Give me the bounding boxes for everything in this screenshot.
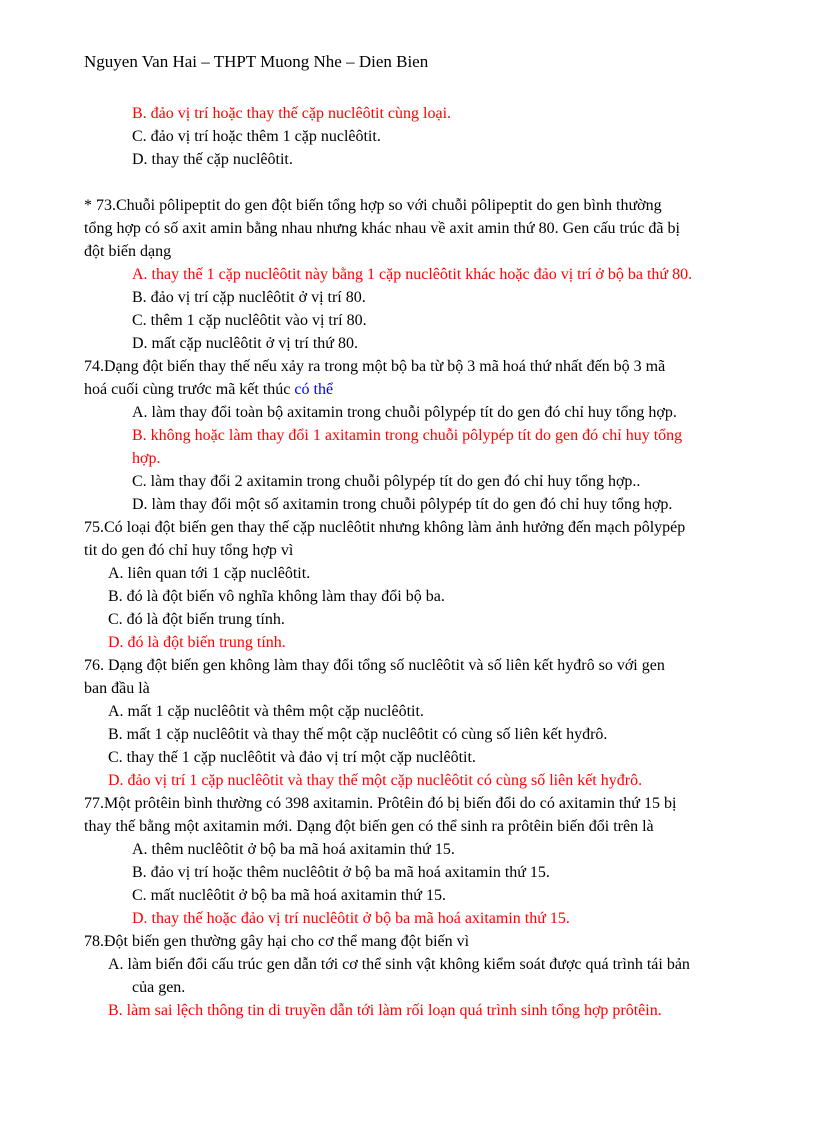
line-text: C. thêm 1 cặp nuclêôtit vào vị trí 80. <box>132 312 367 329</box>
text-line <box>132 333 358 355</box>
answer-line <box>108 632 286 654</box>
text-line <box>108 954 690 976</box>
line-text: B. không hoặc làm thay đổi 1 axitamin trong chuỗi pôlypép tít do gen đó chỉ huy tổng <box>132 427 683 444</box>
line-text: hợp. <box>132 450 161 467</box>
line-text: tit do gen đó chỉ huy tổng hợp vì <box>84 542 294 559</box>
line-text: D. làm thay đổi một số axitamin trong chuỗi pôlypép tít do gen đó chỉ huy tổng hợp. <box>132 496 673 513</box>
answer-line <box>132 448 160 470</box>
line-text: C. làm thay đổi 2 axitamin trong chuỗi pôlypép tít do gen đó chỉ huy tổng hợp.. <box>132 473 641 490</box>
text-line <box>84 195 662 217</box>
answer-line <box>108 770 642 792</box>
answer-line <box>108 1000 662 1022</box>
line-text: B. làm sai lệch thông tin di truyền dẫn tới làm rối loạn quá trình sinh tổng hợp prôtêin. <box>108 1002 662 1019</box>
text-line <box>84 678 150 700</box>
line-text: ban đầu là <box>84 680 150 697</box>
line-text: A. làm biến đổi cấu trúc gen dẫn tới cơ thể sinh vật không kiểm soát được quá trình tái bản <box>108 956 690 973</box>
highlight-text: có thể <box>294 381 334 398</box>
text-line <box>84 793 676 815</box>
line-text: C. đảo vị trí hoặc thêm 1 cặp nuclêôtit. <box>132 128 381 145</box>
text-line <box>132 402 677 424</box>
line-text: B. đảo vị trí cặp nuclêôtit ở vị trí 80. <box>132 289 366 306</box>
line-text: 77.Một prôtêin bình thường có 398 axitamin. Prôtêin đó bị biến đổi do có axitamin thứ 15 bị <box>84 795 677 812</box>
line-text: tổng hợp có số axit amin bằng nhau nhưng khác nhau về axit amin thứ 80. Gen cấu trúc đã bị <box>84 220 680 237</box>
line-text: B. đảo vị trí hoặc thay thế cặp nuclêôtit cùng loại. <box>132 105 452 122</box>
line-text: D. mất cặp nuclêôtit ở vị trí thứ 80. <box>132 335 358 352</box>
text-line <box>108 586 445 608</box>
text-line <box>84 931 469 953</box>
line-text: A. liên quan tới 1 cặp nuclêôtit. <box>108 565 311 582</box>
line-text: đột biến dạng <box>84 243 172 260</box>
text-line <box>84 241 171 263</box>
text-line <box>108 701 424 723</box>
page-header: Nguyen Van Hai – THPT Muong Nhe – Dien Bien <box>84 52 429 71</box>
text-line <box>132 977 185 999</box>
text-line <box>108 747 476 769</box>
line-text: 74.Dạng đột biến thay thế nếu xảy ra trong một bộ ba từ bộ 3 mã hoá thứ nhất đến bộ 3 mã <box>84 358 666 375</box>
line-text: D. đó là đột biến trung tính. <box>108 634 286 651</box>
line-text: C. thay thế 1 cặp nuclêôtit và đảo vị trí một cặp nuclêôtit. <box>108 749 476 766</box>
line-text: của gen. <box>132 979 186 996</box>
line-text: A. thay thế 1 cặp nuclêôtit này bằng 1 cặp nuclêôtit khác hoặc đảo vị trí ở bộ ba thứ 80. <box>132 266 693 283</box>
text-line <box>84 356 665 378</box>
text-line <box>108 724 607 746</box>
line-text: hoá cuối cùng trước mã kết thúc <box>84 381 295 398</box>
line-text: B. mất 1 cặp nuclêôtit và thay thế một cặp nuclêôtit có cùng số liên kết hyđrô. <box>108 726 608 743</box>
answer-line <box>132 264 692 286</box>
line-text: B. đó là đột biến vô nghĩa không làm thay đổi bộ ba. <box>108 588 445 605</box>
text-line <box>132 494 672 516</box>
line-text: B. đảo vị trí hoặc thêm nuclêôtit ở bộ ba mã hoá axitamin thứ 15. <box>132 864 550 881</box>
line-text: 75.Có loại đột biến gen thay thế cặp nuclêôtit nhưng không làm ảnh hưởng đến mạch pôlypép <box>84 519 686 536</box>
line-text: C. đó là đột biến trung tính. <box>108 611 285 628</box>
text-line <box>84 540 293 562</box>
line-text: C. mất nuclêôtit ở bộ ba mã hoá axitamin thứ 15. <box>132 887 446 904</box>
line-text: A. mất 1 cặp nuclêôtit và thêm một cặp nuclêôtit. <box>108 703 424 720</box>
line-text: 76. Dạng đột biến gen không làm thay đổi tổng số nuclêôtit và số liên kết hyđrô so với gen <box>84 657 665 674</box>
text-line <box>108 609 285 631</box>
line-text: D. thay thế hoặc đảo vị trí nuclêôtit ở bộ ba mã hoá axitamin thứ 15. <box>132 910 570 927</box>
line-text: * 73.Chuỗi pôlipeptit do gen đột biến tổng hợp so với chuỗi pôlipeptit do gen bình thường <box>84 197 662 214</box>
text-line <box>132 310 367 332</box>
text-line <box>84 517 685 539</box>
line-text: 78.Đột biến gen thường gây hại cho cơ thể mang đột biến vì <box>84 933 470 950</box>
text-line <box>84 379 333 401</box>
text-line <box>132 471 640 493</box>
text-line <box>84 816 654 838</box>
text-line <box>84 218 680 240</box>
text-line <box>108 563 310 585</box>
text-line <box>132 287 366 309</box>
answer-line <box>132 103 451 125</box>
line-text: D. thay thế cặp nuclêôtit. <box>132 151 293 168</box>
line-text: thay thế bằng một axitamin mới. Dạng đột biến gen có thể sinh ra prôtêin biến đổi trên là <box>84 818 654 835</box>
text-line <box>132 885 446 907</box>
text-line <box>132 862 550 884</box>
text-line <box>132 149 293 171</box>
line-text: A. thêm nuclêôtit ở bộ ba mã hoá axitamin thứ 15. <box>132 841 455 858</box>
line-text: D. đảo vị trí 1 cặp nuclêôtit và thay thế một cặp nuclêôtit có cùng số liên kết hyđrô. <box>108 772 643 789</box>
text-line <box>132 839 455 861</box>
answer-line <box>132 425 682 447</box>
line-text: A. làm thay đổi toàn bộ axitamin trong chuỗi pôlypép tít do gen đó chỉ huy tổng hợp. <box>132 404 677 421</box>
text-line <box>132 126 381 148</box>
text-line <box>84 655 665 677</box>
answer-line <box>132 908 570 930</box>
